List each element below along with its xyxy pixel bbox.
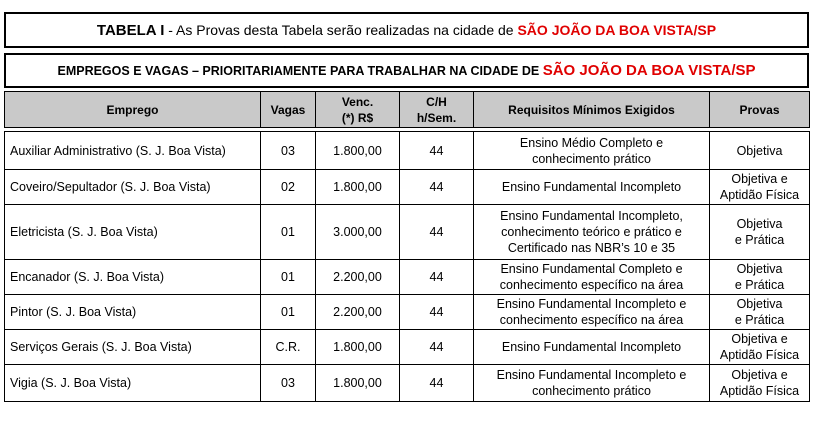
cell-emprego: Auxiliar Administrativo (S. J. Boa Vista) [5, 132, 261, 170]
cell-vagas: 02 [261, 170, 316, 205]
cell-vagas: 01 [261, 295, 316, 330]
cell-venc: 1.800,00 [316, 365, 400, 402]
cell-ch: 44 [400, 260, 474, 295]
cell-emprego: Vigia (S. J. Boa Vista) [5, 365, 261, 402]
cell-venc: 1.800,00 [316, 170, 400, 205]
cell-venc: 2.200,00 [316, 295, 400, 330]
cell-venc: 2.200,00 [316, 260, 400, 295]
table-row [5, 170, 810, 205]
cell-requisitos: Ensino Fundamental Incompleto, conhecimento teórico e prático e Certificado nas NBR’s 10 e 35 [474, 205, 710, 260]
cell-requisitos: Ensino Fundamental Incompleto [474, 330, 710, 365]
cell-ch: 44 [400, 295, 474, 330]
cell-ch: 44 [400, 365, 474, 402]
header-row [5, 92, 810, 128]
cell-ch: 44 [400, 205, 474, 260]
cell-provas: Objetiva e Prática [710, 295, 810, 330]
cell-requisitos: Ensino Fundamental Incompleto [474, 170, 710, 205]
table-subtitle-text: EMPREGOS E VAGAS – PRIORITARIAMENTE PARA TRABALHAR NA CIDADE DE [57, 64, 543, 78]
cell-emprego: Coveiro/Sepultador (S. J. Boa Vista) [5, 170, 261, 205]
table-title-label: TABELA I [96, 22, 165, 39]
table-row [5, 260, 810, 295]
table-row [5, 365, 810, 402]
table-row [5, 132, 810, 170]
jobs-table [4, 131, 810, 402]
table-title-box [4, 12, 809, 48]
cell-venc: 1.800,00 [316, 132, 400, 170]
header-provas: Provas [710, 92, 810, 128]
header-venc: Venc. (*) R$ [316, 92, 400, 128]
header-vagas: Vagas [261, 92, 316, 128]
cell-vagas: 03 [261, 132, 316, 170]
cell-vagas: 03 [261, 365, 316, 402]
cell-vagas: 01 [261, 205, 316, 260]
cell-provas: Objetiva [710, 132, 810, 170]
cell-requisitos: Ensino Médio Completo e conhecimento prático [474, 132, 710, 170]
table-title-city: SÃO JOÃO DA BOA VISTA/SP [517, 22, 717, 38]
cell-emprego: Serviços Gerais (S. J. Boa Vista) [5, 330, 261, 365]
cell-emprego: Eletricista (S. J. Boa Vista) [5, 205, 261, 260]
cell-provas: Objetiva e Aptidão Física [710, 365, 810, 402]
cell-emprego: Encanador (S. J. Boa Vista) [5, 260, 261, 295]
header-emprego: Emprego [5, 92, 261, 128]
cell-provas: Objetiva e Aptidão Física [710, 170, 810, 205]
cell-ch: 44 [400, 170, 474, 205]
cell-vagas: 01 [261, 260, 316, 295]
table-header [4, 91, 810, 128]
table-row [5, 330, 810, 365]
cell-venc: 3.000,00 [316, 205, 400, 260]
cell-provas: Objetiva e Prática [710, 260, 810, 295]
table-row [5, 295, 810, 330]
table-subtitle-box [4, 53, 809, 88]
cell-emprego: Pintor (S. J. Boa Vista) [5, 295, 261, 330]
cell-requisitos: Ensino Fundamental Completo e conhecimento específico na área [474, 260, 710, 295]
cell-vagas: C.R. [261, 330, 316, 365]
cell-provas: Objetiva e Aptidão Física [710, 330, 810, 365]
table-subtitle-city: SÃO JOÃO DA BOA VISTA/SP [542, 62, 756, 79]
table-title-text: - As Provas desta Tabela serão realizadas na cidade de [164, 22, 518, 38]
cell-requisitos: Ensino Fundamental Incompleto e conhecimento prático [474, 365, 710, 402]
header-ch: C/H h/Sem. [400, 92, 474, 128]
table-row [5, 205, 810, 260]
cell-requisitos: Ensino Fundamental Incompleto e conhecimento específico na área [474, 295, 710, 330]
cell-ch: 44 [400, 132, 474, 170]
cell-provas: Objetiva e Prática [710, 205, 810, 260]
header-requisitos: Requisitos Mínimos Exigidos [474, 92, 710, 128]
cell-venc: 1.800,00 [316, 330, 400, 365]
cell-ch: 44 [400, 330, 474, 365]
